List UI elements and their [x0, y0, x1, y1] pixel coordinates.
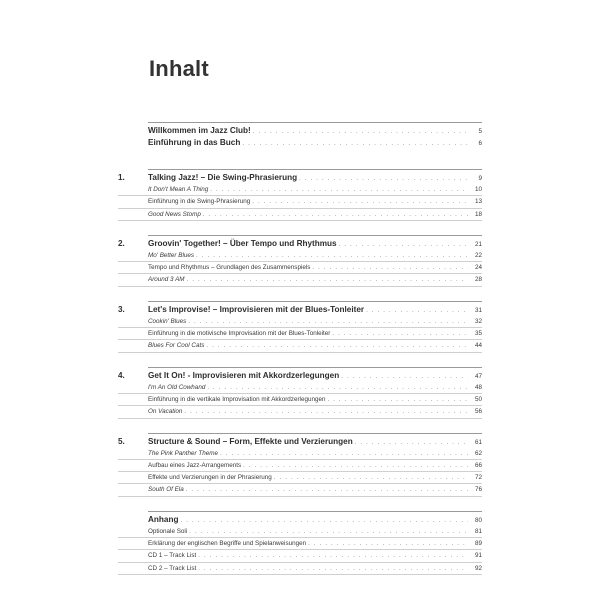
toc-entry-page: 35 — [474, 330, 482, 338]
chapter-number: 1. — [118, 173, 125, 182]
toc-entry[interactable] — [118, 196, 482, 208]
chapter-number: 5. — [118, 436, 125, 446]
toc-entry[interactable] — [118, 316, 482, 328]
toc-entry[interactable] — [118, 526, 482, 538]
toc-entry[interactable] — [118, 538, 482, 550]
section-divider — [148, 511, 482, 512]
toc-section — [118, 367, 482, 419]
dot-leader — [184, 407, 468, 418]
toc-entry-label: Einführung in das Buch — [148, 138, 241, 147]
page-title: Inhalt — [149, 56, 209, 81]
toc-entry-page: 66 — [474, 461, 482, 469]
toc-entry-page: 76 — [474, 486, 482, 494]
toc-entry-label: Structure & Sound – Form, Effekte und Verzierungen — [148, 436, 353, 446]
dot-leader — [327, 395, 468, 406]
toc-heading-entry[interactable] — [118, 137, 482, 149]
toc-entry[interactable] — [118, 340, 482, 352]
chapter-number: 3. — [118, 304, 125, 314]
section-divider — [148, 235, 482, 236]
toc-entry[interactable] — [118, 563, 482, 575]
toc-entry-page: 31 — [474, 306, 482, 314]
toc-entry-label: Einführung in die motivische Improvisation mit der Blues-Tonleiter — [148, 330, 331, 338]
toc-entry-label: I'm An Old Cowhand — [148, 383, 206, 391]
toc-entry-page: 22 — [474, 251, 482, 259]
toc-entry-page: 81 — [474, 527, 482, 535]
toc-entry-label: Anhang — [148, 514, 179, 524]
toc-entry[interactable] — [118, 328, 482, 340]
toc-entry-label: CD 1 – Track List — [148, 552, 197, 560]
toc-entry[interactable] — [118, 460, 482, 472]
toc-section — [118, 301, 482, 353]
toc-entry-label: On Vacation — [148, 408, 183, 416]
toc-entry-page: 50 — [474, 395, 482, 403]
toc-entry-page: 80 — [474, 516, 482, 524]
toc-heading-entry[interactable] — [118, 514, 482, 526]
toc-entry-page: 6 — [478, 140, 482, 147]
toc-entry[interactable] — [118, 382, 482, 394]
toc-entry-page: 9 — [478, 175, 482, 182]
toc-entry-label: Mo' Better Blues — [148, 251, 194, 259]
toc-entry[interactable] — [118, 209, 482, 221]
dot-leader — [242, 138, 468, 150]
section-divider — [148, 122, 482, 123]
toc-entry-label: Einführung in die Swing-Phrasierung — [148, 198, 251, 206]
table-of-contents — [118, 122, 482, 575]
dot-leader — [189, 527, 468, 538]
dot-leader — [308, 539, 468, 550]
toc-entry-page: 13 — [474, 198, 482, 206]
dot-leader — [207, 383, 468, 394]
toc-entry-page: 72 — [474, 474, 482, 482]
toc-entry-label: The Pink Panther Theme — [148, 449, 219, 457]
toc-entry-label: Get It On! - Improvisieren mit Akkordzerlegungen — [148, 370, 340, 380]
dot-leader — [187, 275, 468, 286]
toc-entry[interactable] — [118, 262, 482, 274]
dot-leader — [243, 461, 468, 472]
toc-entry[interactable] — [118, 448, 482, 460]
dot-leader — [252, 197, 468, 208]
chapter-number: 4. — [118, 370, 125, 380]
toc-entry-page: 21 — [474, 240, 482, 248]
toc-entry-page: 5 — [478, 128, 482, 135]
toc-heading-entry[interactable] — [118, 172, 482, 184]
toc-entry-label: Aufbau eines Jazz-Arrangements — [148, 461, 242, 469]
toc-entry-page: 44 — [474, 342, 482, 350]
toc-heading-entry[interactable] — [118, 436, 482, 448]
toc-entry-page: 28 — [474, 276, 482, 284]
dot-leader — [332, 329, 468, 340]
toc-heading-entry[interactable] — [118, 370, 482, 382]
section-divider — [148, 301, 482, 302]
toc-entry[interactable] — [118, 250, 482, 262]
toc-heading-entry[interactable] — [118, 304, 482, 316]
toc-entry-page: 47 — [474, 372, 482, 380]
toc-entry[interactable] — [118, 184, 482, 196]
section-divider — [148, 367, 482, 368]
toc-entry-page: 24 — [474, 264, 482, 272]
toc-entry-page: 32 — [474, 317, 482, 325]
toc-entry-page: 61 — [474, 438, 482, 446]
toc-entry-label: Talking Jazz! – Die Swing-Phrasierung — [148, 173, 298, 182]
dot-leader — [206, 341, 468, 352]
toc-entry-label: Blues For Cool Cats — [148, 342, 205, 350]
chapter-number: 2. — [118, 238, 125, 248]
dot-leader — [196, 251, 468, 262]
toc-entry[interactable] — [118, 394, 482, 406]
toc-entry-page: 10 — [474, 186, 482, 193]
dot-leader — [198, 564, 468, 575]
section-divider — [148, 169, 482, 170]
dot-leader — [186, 485, 468, 496]
toc-section — [118, 511, 482, 575]
dot-leader — [312, 263, 468, 274]
toc-entry[interactable] — [118, 472, 482, 484]
toc-entry-page: 91 — [474, 552, 482, 560]
dot-leader — [188, 317, 468, 328]
toc-entry-page: 62 — [474, 449, 482, 457]
toc-entry-page: 18 — [474, 210, 482, 218]
toc-entry[interactable] — [118, 484, 482, 496]
toc-section — [118, 169, 482, 221]
toc-entry-label: Optionale Soli — [148, 527, 188, 535]
dot-leader — [210, 185, 468, 196]
dot-leader — [198, 551, 468, 562]
toc-entry-label: Tempo und Rhythmus – Grundlagen des Zusammenspiels — [148, 264, 311, 272]
toc-entry-label: Let's Improvise! – Improvisieren mit der Blues-Tonleiter — [148, 304, 365, 314]
toc-entry-label: Effekte und Verzierungen in der Phrasierung — [148, 474, 272, 482]
toc-entry-label: South Of Ela — [148, 486, 184, 494]
toc-entry-label: Willkommen im Jazz Club! — [148, 126, 251, 135]
dot-leader — [203, 210, 468, 221]
toc-entry[interactable] — [118, 406, 482, 418]
dot-leader — [274, 473, 468, 484]
toc-entry-label: Good News Stomp — [148, 210, 201, 218]
toc-entry[interactable] — [118, 550, 482, 562]
section-divider — [148, 433, 482, 434]
toc-section — [118, 122, 482, 149]
toc-entry-label: CD 2 – Track List — [148, 564, 197, 572]
toc-entry-page: 92 — [474, 564, 482, 572]
toc-entry-label: Einführung in die vertikale Improvisation mit Akkordzerlegungen — [148, 395, 326, 403]
toc-entry-label: It Don't Mean A Thing — [148, 186, 209, 193]
toc-heading-entry[interactable] — [118, 125, 482, 137]
toc-heading-entry[interactable] — [118, 238, 482, 250]
toc-entry-label: Groovin' Together! – Über Tempo und Rhythmus — [148, 238, 337, 248]
toc-section — [118, 433, 482, 497]
toc-section — [118, 235, 482, 287]
dot-leader — [220, 449, 468, 460]
toc-entry-page: 89 — [474, 540, 482, 548]
toc-entry-page: 56 — [474, 408, 482, 416]
toc-entry-label: Around 3 AM — [148, 276, 185, 284]
toc-entry-label: Cookin' Blues — [148, 317, 187, 325]
toc-entry-page: 48 — [474, 383, 482, 391]
toc-entry-label: Erklärung der englischen Begriffe und Spielanweisungen — [148, 540, 307, 548]
toc-entry[interactable] — [118, 274, 482, 286]
